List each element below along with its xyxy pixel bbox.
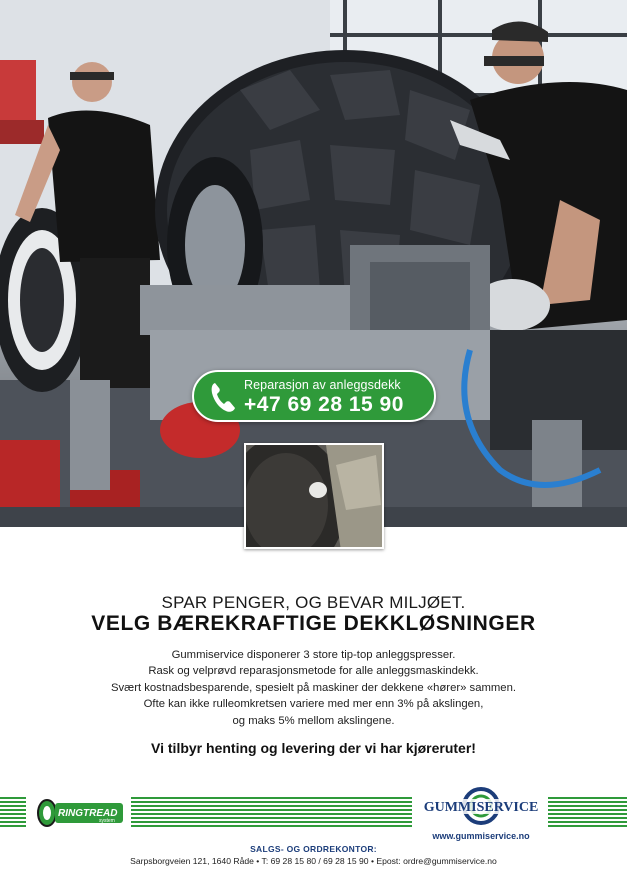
main-headline: VELG BÆREKRAFTIGE DEKKLØSNINGER <box>91 612 536 635</box>
inset-photo <box>244 443 384 549</box>
website-link[interactable]: www.gummiservice.no <box>432 831 530 841</box>
green-stripe-middle <box>131 797 412 827</box>
contact-title: SALGS- OG ORDREKONTOR: <box>250 844 377 854</box>
green-stripe-left <box>0 797 26 827</box>
body-line: Ofte kan ikke rulleomkretsen variere med mer enn 3% på akslingen, <box>143 698 484 711</box>
phone-number[interactable]: +47 69 28 15 90 <box>244 393 404 416</box>
offer-text: Vi tilbyr henting og levering der vi har kjøreruter! <box>151 740 476 756</box>
tyre-detail-illustration <box>246 445 384 549</box>
svg-text:RINGTREAD: RINGTREAD <box>58 808 118 819</box>
ringtread-logo <box>37 798 125 828</box>
gummiservice-logo <box>416 786 546 826</box>
contact-details: Sarpsborgveien 121, 1640 Råde • T: 69 28 15 80 / 69 28 15 90 • Epost: ordre@gummiservice.no <box>130 856 497 866</box>
phone-badge[interactable] <box>192 370 436 422</box>
body-line: Rask og velprøvd reparasjonsmetode for alle anleggsmaskindekk. <box>148 665 479 678</box>
green-stripe-right <box>548 797 627 827</box>
body-line: og maks 5% mellom akslingene. <box>232 714 395 727</box>
kicker-heading: SPAR PENGER, OG BEVAR MILJØET. <box>161 593 466 612</box>
phone-icon <box>208 380 238 414</box>
svg-text:system: system <box>99 818 115 824</box>
svg-text:GUMMISERVICE: GUMMISERVICE <box>423 800 539 815</box>
phone-badge-label: Reparasjon av anleggsdekk <box>244 378 401 392</box>
body-paragraph <box>0 647 627 729</box>
body-line: Svært kostnadsbesparende, spesielt på maskiner der dekkene «hører» sammen. <box>110 681 516 694</box>
body-line: Gummiservice disponerer 3 store tip-top anleggspresser. <box>171 649 456 661</box>
